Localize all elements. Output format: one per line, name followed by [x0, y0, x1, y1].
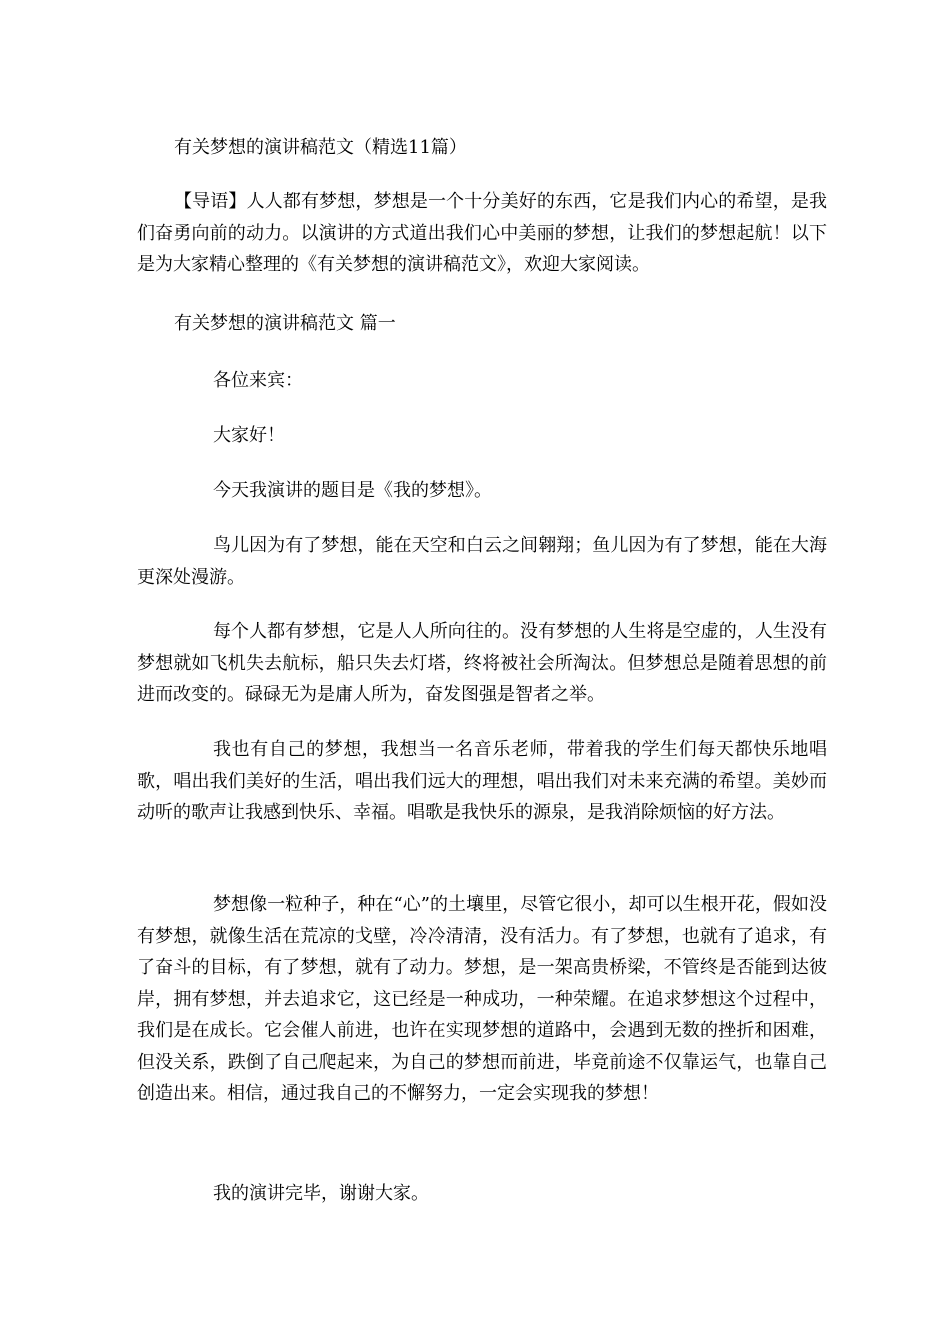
- section-heading: 有关梦想的演讲稿范文 篇一: [174, 313, 396, 334]
- document-title: 有关梦想的演讲稿范文（精选11篇）: [174, 137, 467, 158]
- body-paragraph: 鸟儿因为有了梦想，能在天空和白云之间翱翔；鱼儿因为有了梦想，能在大海更深处漫游。: [137, 535, 827, 588]
- speech-topic: 今天我演讲的题目是《我的梦想》。: [213, 480, 492, 501]
- intro-paragraph: 【导语】人人都有梦想，梦想是一个十分美好的东西，它是我们内心的希望，是我们奋勇向前的动力。以演讲的方式道出我们心中美丽的梦想，让我们的梦想起航！以下是为大家精心整理的《有关梦想的演讲稿范文》，欢迎大家阅读。: [137, 191, 827, 275]
- body-paragraph: 每个人都有梦想，它是人人所向往的。没有梦想的人生将是空虚的，人生没有梦想就如飞机失去航标，船只失去灯塔，终将被社会所淘汰。但梦想总是随着思想的前进而改变的。碌碌无为是庸人所为，奋发图强是智者之举。: [137, 621, 827, 705]
- greeting-hello: 大家好！: [213, 425, 285, 446]
- body-paragraph: 梦想像一粒种子，种在“心”的土壤里，尽管它很小，却可以生根开花，假如没有梦想，就像生活在荒凉的戈壁，冷冷清清，没有活力。有了梦想，也就有了追求，有了奋斗的目标，有了梦想，就有了动力。梦想，是一架高贵桥梁，不管终是否能到达彼岸，拥有梦想，并去追求它，这已经是一种成功，一种荣耀。在追求梦想这个过程中，我们是在成长。它会催人前进，也许在实现梦想的道路中，会遇到无数的挫折和困难，但没关系，跌倒了自己爬起来，为自己的梦想而前进，毕竟前途不仅靠运气，也靠自己创造出来。相信，通过我自己的不懈努力，一定会实现我的梦想！: [137, 894, 827, 1104]
- body-paragraph: 我也有自己的梦想，我想当一名音乐老师，带着我的学生们每天都快乐地唱歌，唱出我们美好的生活，唱出我们远大的理想，唱出我们对未来充满的希望。美妙而动听的歌声让我感到快乐、幸福。唱歌是我快乐的源泉，是我消除烦恼的好方法。: [137, 739, 827, 823]
- closing-line: 我的演讲完毕，谢谢大家。: [213, 1183, 429, 1204]
- greeting-guests: 各位来宾：: [213, 370, 303, 391]
